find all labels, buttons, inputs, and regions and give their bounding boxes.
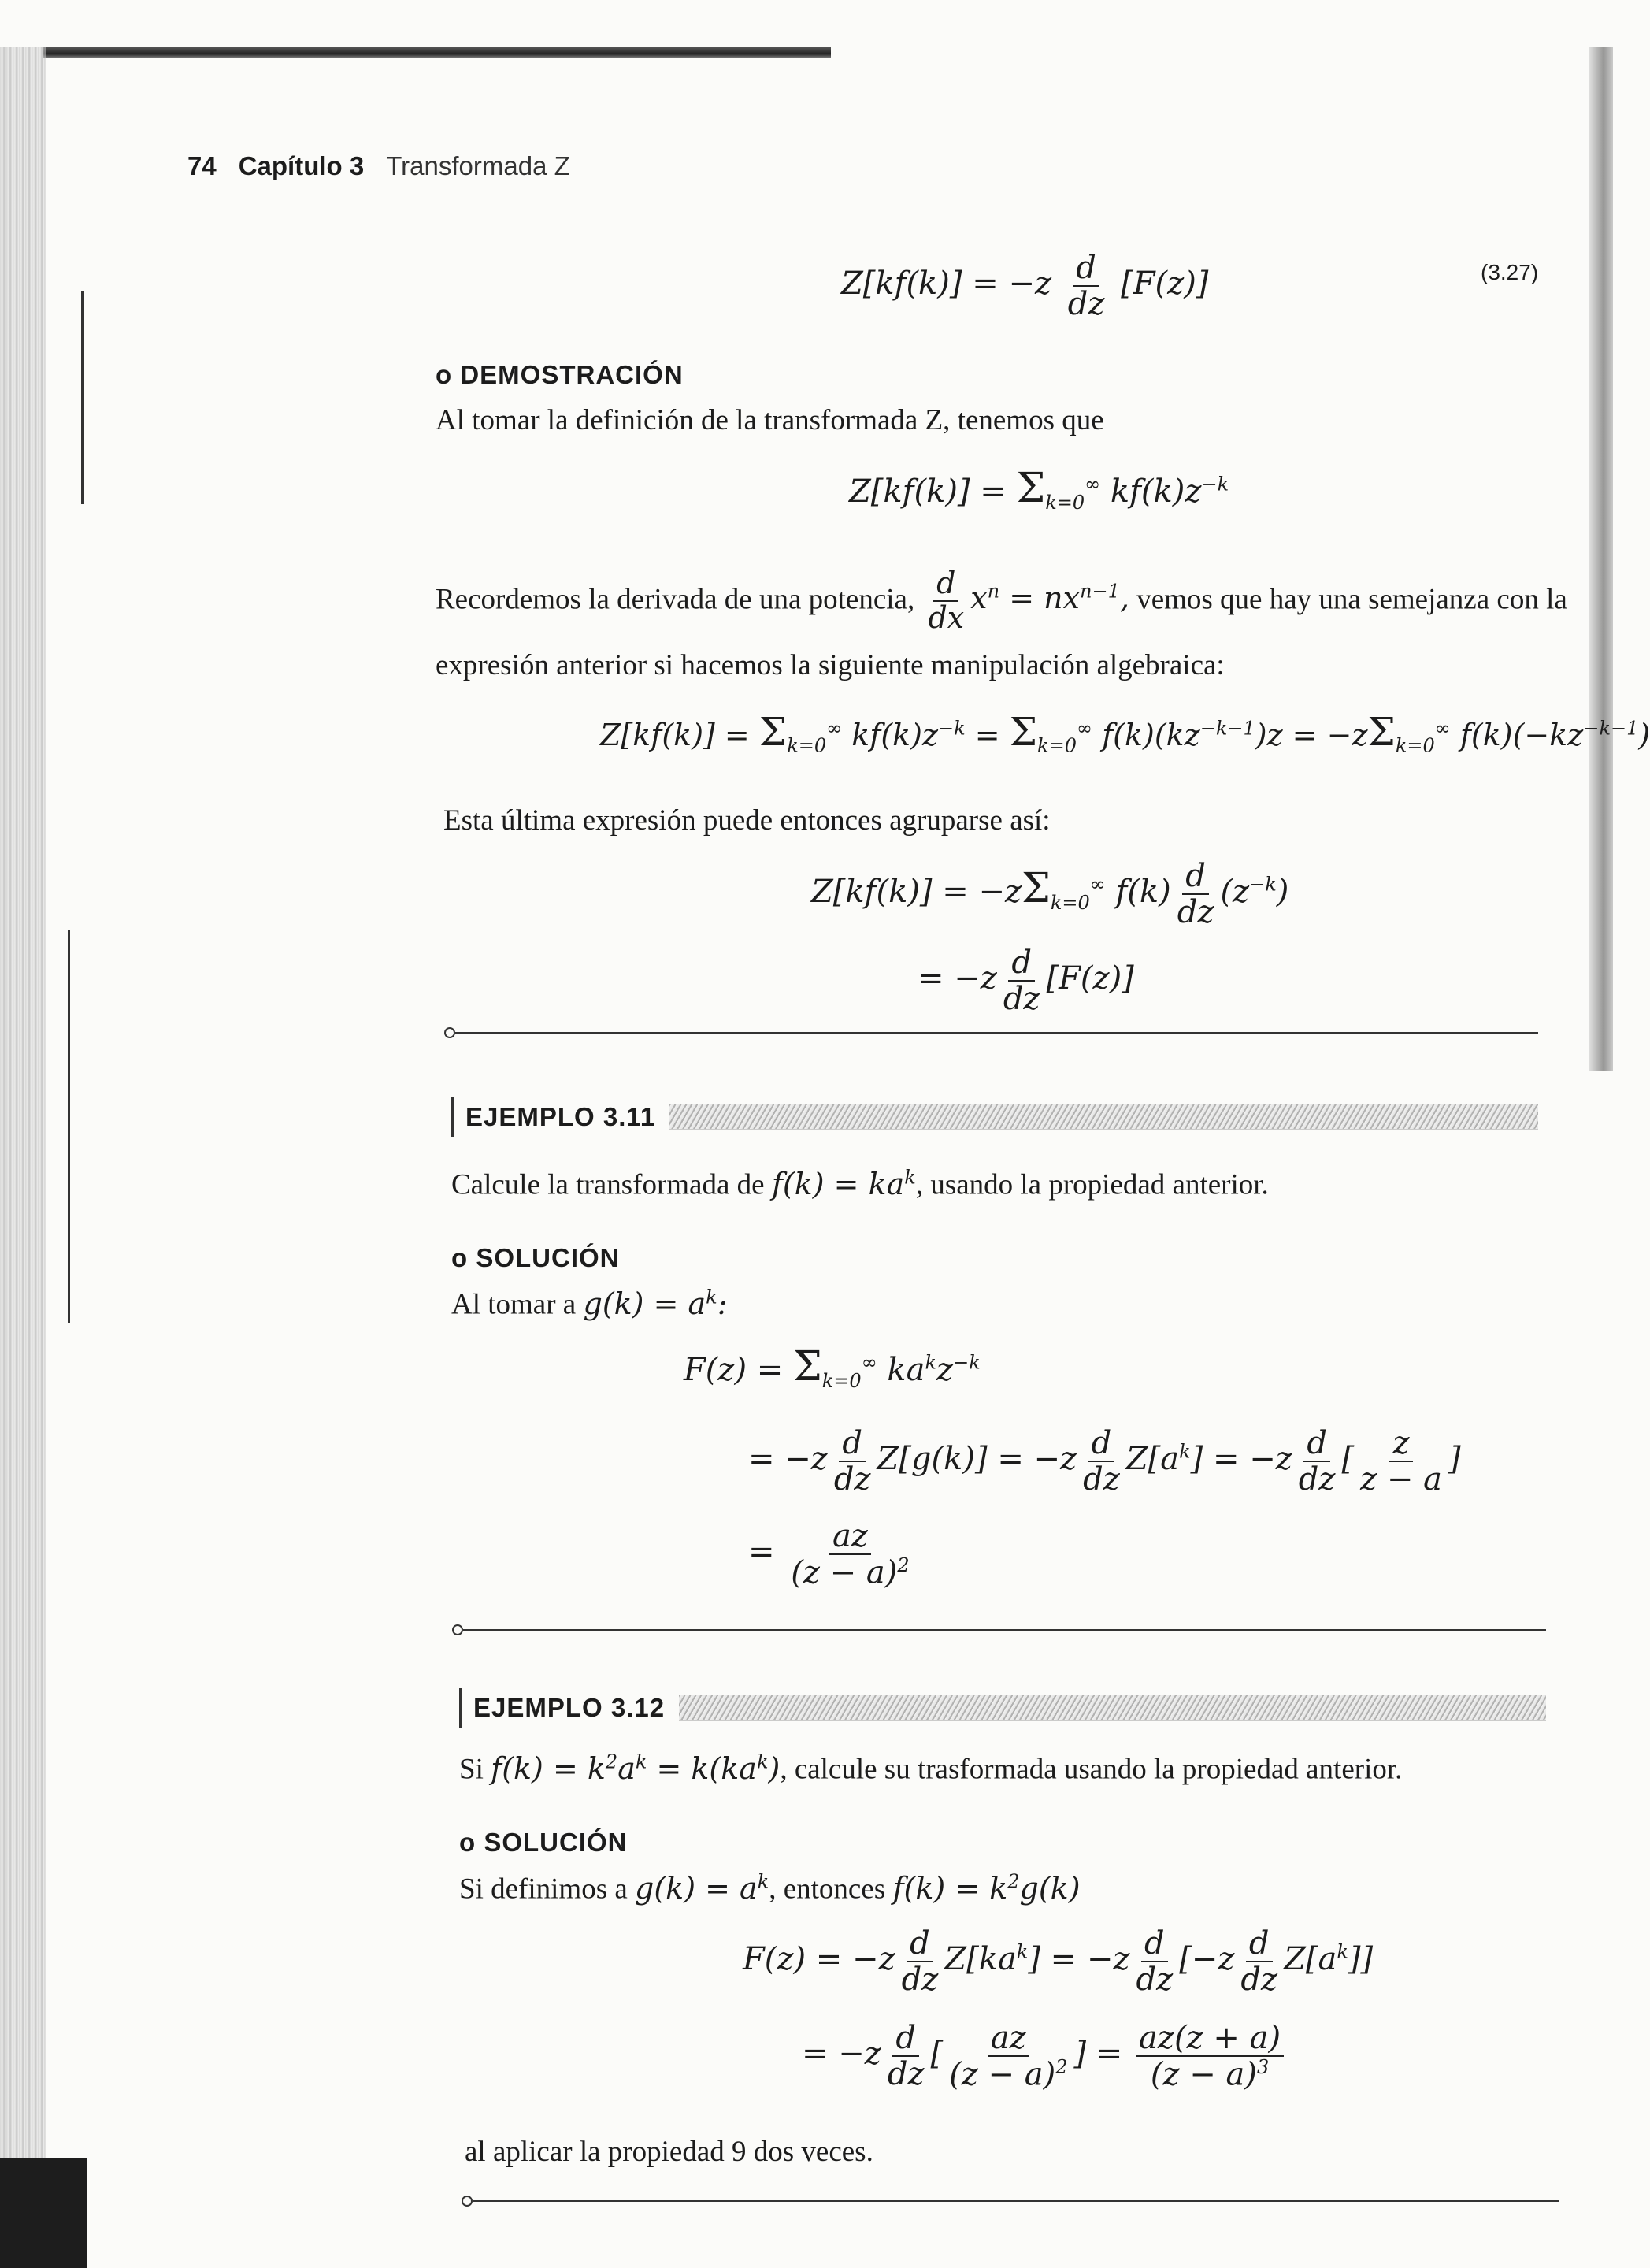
property-equation-rhs: [F(z)] <box>1121 265 1209 302</box>
ejemplo-3-12-eq-2: = −z $\frac{d}{dz}$ [ $\frac{az}{(z - a)^2}$ ] = $\frac{az(z + a)}{(z - a)^3}$ <box>802 2021 1287 2092</box>
ejemplo-3-11-statement: Calcule la transformada de $f(k) = ka^k$, usando la propiedad anterior. <box>451 1166 1269 1201</box>
grouped-equation-line-1: $Z[kf(k)] = -z\Sigma_{k=0}^\infty$ f(k) $\frac{d}{dz}$ $(z^{-k})$ <box>811 858 1289 930</box>
solucion-line-1: Al tomar a $g(k) = a^k$: <box>451 1286 728 1321</box>
statement-part-b: , usando la propiedad anterior. <box>915 1168 1269 1201</box>
ejemplo-label: EJEMPLO 3.12 <box>473 1693 666 1722</box>
statement-part-a: Si <box>459 1753 484 1786</box>
manipulation-equation: $Z[kf(k)] = \Sigma_{k=0}^\infty$ $kf(k)z^{-k} = \Sigma_{k=0}^\infty$ $f(k)(kz^{-k-1})z = -z\Sigma_{k=0}^\infty$ $f(k)(-kz^{-k-1})$ <box>600 709 1650 757</box>
scan-left-shadow <box>0 2158 87 2268</box>
demostracion-heading: o DEMOSTRACIÓN <box>436 360 684 389</box>
page-header <box>187 151 570 181</box>
statement-part-b: , calcule su trasformada usando la propiedad anterior. <box>780 1753 1403 1786</box>
banner-bar <box>459 1688 462 1728</box>
banner-hatch <box>669 1104 1538 1130</box>
solucion-heading: o SOLUCIÓN <box>451 1243 620 1272</box>
scan-right-edge <box>1589 47 1613 1071</box>
grouped-equation-line-2: = −z $\frac{d}{dz}$ [F(z)] <box>918 945 1134 1017</box>
demostracion-line-2: Recordemos la derivada de una potencia, $\frac{d}{dx}$ $x^n = nx^{n-1}$, vemos que hay una semejanza con la <box>436 566 1567 635</box>
solucion-line-1-text: Al tomar a <box>451 1288 577 1321</box>
demostracion-line-2b: vemos que hay una semejanza con la <box>1136 583 1567 616</box>
scan-top-edge <box>43 47 831 58</box>
scan-vertical-mark <box>81 291 84 504</box>
demostracion-line-1: Al tomar la definición de la transformada Z, tenemos que <box>436 404 1104 436</box>
statement-part-a: Calcule la transformada de <box>451 1168 765 1201</box>
solucion-line-1a: Si definimos a <box>459 1873 628 1906</box>
ejemplo-3-12-eq-1: F(z) = −z $\frac{d}{dz}$ $Z[ka^k] = -z$ $\frac{d}{dz}$ [−z $\frac{d}{dz}$ $Z[a^k]$] <box>743 1925 1374 1998</box>
ejemplo-3-12-statement: Si $f(k) = k^2a^k = k(ka^k)$, calcule su trasformada usando la propiedad anterior. <box>459 1750 1403 1786</box>
banner-hatch <box>679 1695 1546 1721</box>
section-divider <box>473 2200 1559 2202</box>
ejemplo-3-12-banner <box>459 1686 1546 1730</box>
banner-bar <box>451 1097 454 1137</box>
definition-equation: $Z[kf(k)] = \Sigma_{k=0}^\infty$ $kf(k)z^{-k}$ <box>849 465 1229 514</box>
equation-number: (3.27) <box>1481 260 1539 284</box>
fraction: $\frac{d}{dz}$ <box>1067 250 1105 322</box>
demostracion-line-2a: Recordemos la derivada de una potencia, <box>436 583 915 616</box>
scan-vertical-mark <box>68 930 70 1323</box>
property-equation-lhs: Z[kf(k)] = −z <box>841 265 1052 302</box>
property-equation <box>841 251 1208 321</box>
ejemplo-label: EJEMPLO 3.11 <box>465 1102 656 1131</box>
ejemplo-3-11-eq-2: = −z $\frac{d}{dz}$ Z[g(k)] = −z $\frac{d}{dz}$ $Z[a^k] = -z$ $\frac{d}{dz}$ [ $\frac{z}{z - a}$ ] <box>748 1425 1461 1498</box>
section-divider <box>463 1629 1546 1631</box>
section-divider <box>455 1032 1538 1034</box>
page-number: 74 <box>187 151 217 180</box>
ejemplo-3-11-banner <box>451 1095 1538 1139</box>
ejemplo-3-12-closing: al aplicar la propiedad 9 dos veces. <box>465 2136 873 2168</box>
demostracion-line-4: Esta última expresión puede entonces agruparse así: <box>443 804 1051 837</box>
ejemplo-3-11-eq-3: = $\frac{az}{(z - a)^2}$ <box>748 1518 910 1591</box>
scan-left-edge <box>0 47 46 2268</box>
solucion-line-1b: , entonces <box>769 1873 886 1906</box>
chapter-title: Transformada Z <box>386 151 570 180</box>
ejemplo-3-11-eq-1: $F(z) = \Sigma_{k=0}^\infty$ $ka^kz^{-k}$ <box>684 1343 981 1392</box>
demostracion-line-3: expresión anterior si hacemos la siguiente manipulación algebraica: <box>436 649 1225 681</box>
solucion-heading: o SOLUCIÓN <box>459 1828 628 1857</box>
chapter-label: Capítulo 3 <box>238 151 365 180</box>
solucion-line-1: Si definimos a $g(k) = a^k$, entonces $f(k) = k^2g(k)$ <box>459 1870 1081 1906</box>
